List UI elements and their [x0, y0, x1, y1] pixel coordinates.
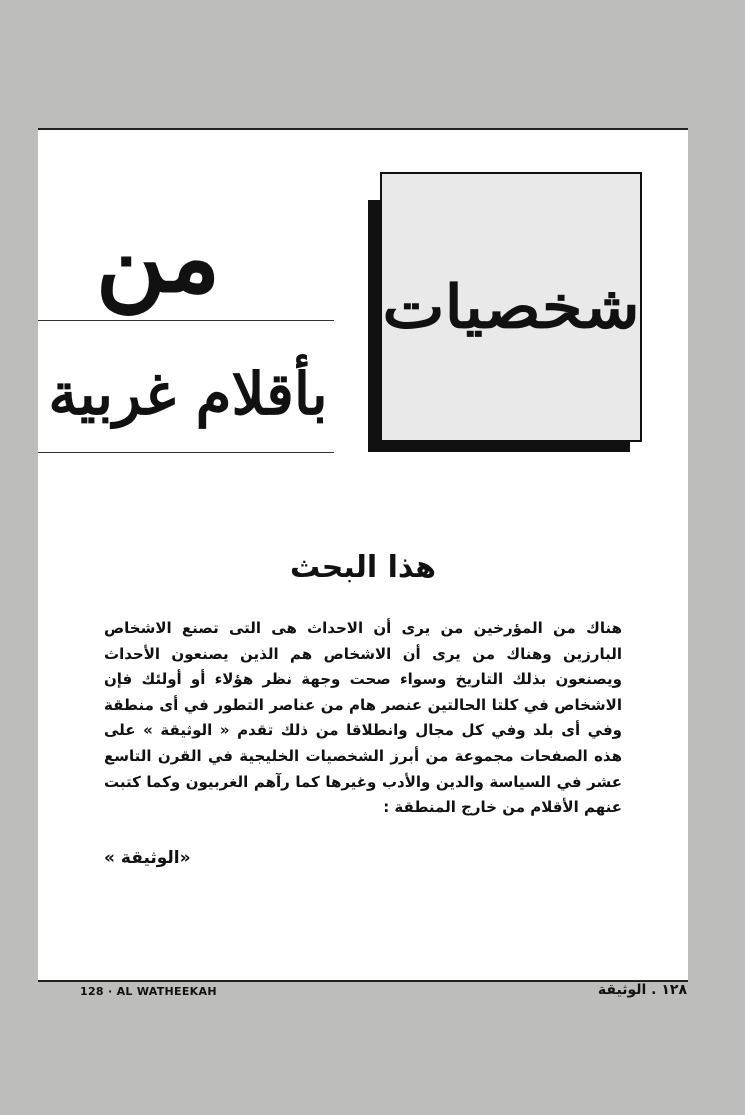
title-western-pens: بأقلام غربية	[48, 360, 328, 428]
title-rule-bottom	[38, 452, 334, 453]
title-rule-top	[38, 320, 334, 321]
article-body: هناك من المؤرخين من يرى أن الاحداث هى التى تصنع الاشخاص البارزين وهناك من يرى أن الاشخاص هم الذين يصنعون الأحداث ويصنعون بذلك التاريخ وسواء صحت وجهة نظر هؤلاء أو أولئك فإن الاشخاص في كلتا الحالتين عنصر هام من عناصر التطور في أى منطقة وفي أى بلد وفي كل مجال وانطلاقا من ذلك تقدم « الوثيقة » على هذه الصفحات مجموعة من أبرز الشخصيات الخليجية في القرن التاسع عشر في السياسة والدين والأدب وغيرها كما رآهم الغربيون وكما كتبت عنهم الأقلام من خارج المنطقة :	[104, 619, 622, 817]
footer-page-label-latin: 128 · AL WATHEEKAH	[80, 985, 217, 998]
title-from: من	[95, 201, 221, 314]
article-heading: هذا البحث	[289, 550, 437, 585]
article-signature: «الوثيقة »	[104, 848, 191, 868]
title-panel	[380, 172, 642, 442]
footer-rule	[38, 980, 688, 982]
footer-page-label-arabic: ١٢٨ . الوثيقة	[597, 982, 687, 998]
title-personalities: شخصيات	[382, 271, 640, 343]
